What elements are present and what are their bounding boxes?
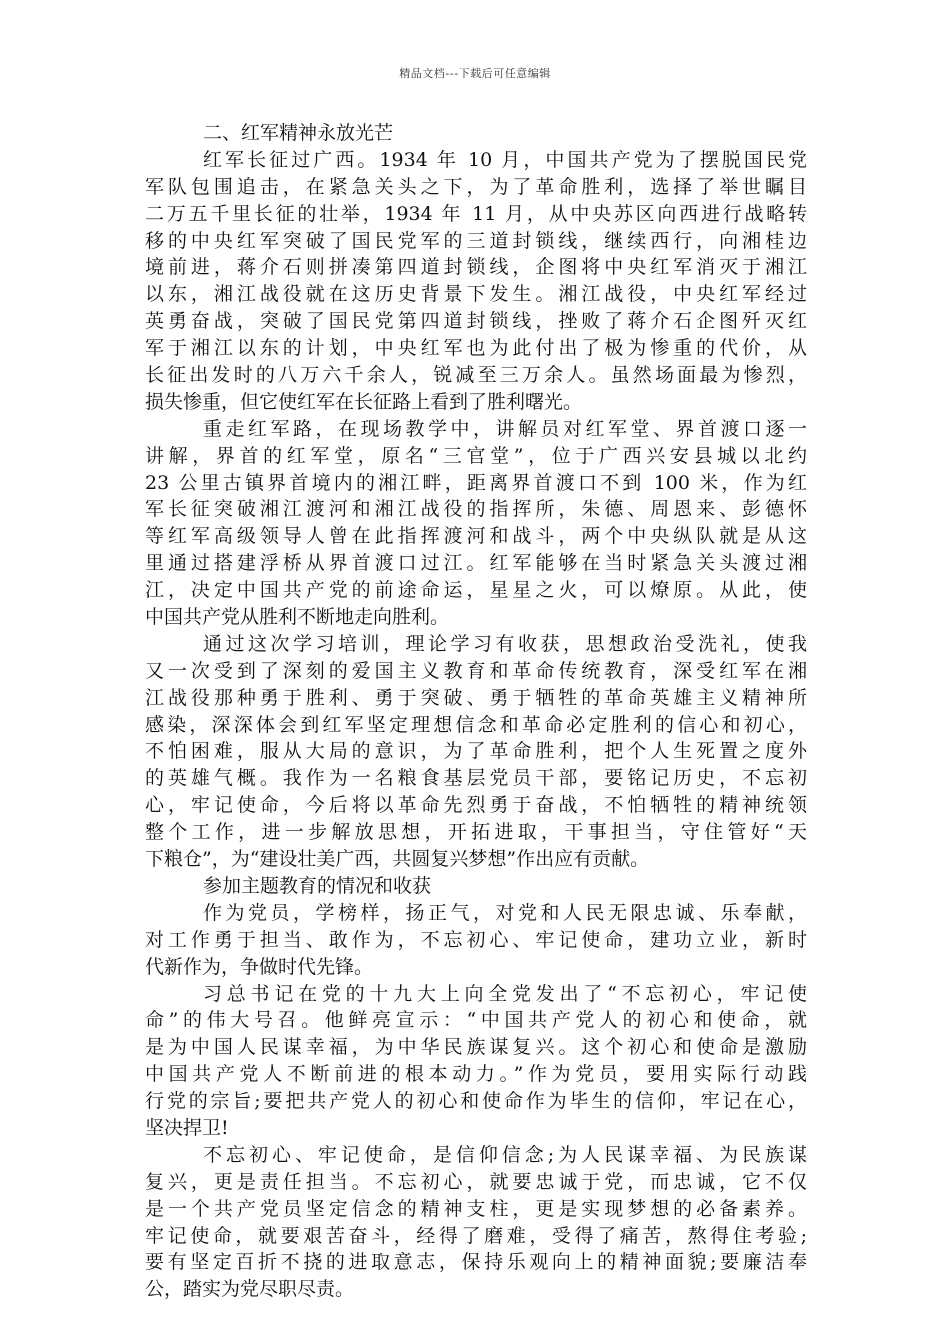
paragraph: [145, 900, 807, 981]
paragraph-line: 移的中央红军突破了国民党军的三道封锁线，继续西行，向湘桂边: [145, 229, 807, 252]
section-heading: [145, 120, 807, 147]
paragraph-line: 整个工作，进一步解放思想，开拓进取，干事担当，守住管好“天: [145, 821, 807, 844]
paragraph-line: 军长征突破湘江渡河和湘江战役的指挥所，朱德、周恩来、彭德怀: [145, 498, 807, 521]
paragraph-line: 中国共产党人不断前进的根本动力。”作为党员，要用实际行动践: [145, 1063, 807, 1086]
paragraph-line: 心，牢记使命，今后将以革命先烈勇于奋战，不怕牺牲的精神统领: [145, 794, 807, 817]
paragraph-line: 江战役那种勇于胜利、勇于突破、勇于牺牲的革命英雄主义精神所: [145, 686, 807, 709]
paragraph-line: 命”的伟大号召。他鲜亮宣示：“中国共产党人的初心和使命，就: [145, 1009, 807, 1032]
paragraph-line: 公，踏实为党尽职尽责。: [145, 1278, 355, 1301]
paragraph: [145, 631, 807, 873]
paragraph-line: 代新作为，争做时代先锋。: [145, 955, 374, 978]
paragraph-line: 里通过搭建浮桥从界首渡口过江。红军能够在当时紧急关头渡过湘: [145, 552, 807, 575]
paragraph-line: 是一个共产党员坚定信念的精神支柱，更是实现梦想的必备素养。: [145, 1197, 807, 1220]
paragraph-line: 中国共产党从胜利不断地走向胜利。: [145, 606, 450, 629]
paragraph-line: 不忘初心、牢记使命，是信仰信念;为人民谋幸福、为民族谋: [203, 1143, 807, 1166]
paragraph-line: 的英雄气概。我作为一名粮食基层党员干部，要铭记历史，不忘初: [145, 767, 807, 790]
paragraph-line: 作为党员，学榜样，扬正气，对党和人民无限忠诚、乐奉献，: [203, 901, 807, 924]
paragraph-line: 23 公里古镇界首境内的湘江畔，距离界首渡口不到 100 米，作为红: [145, 471, 807, 494]
paragraph-line: 损失惨重，但它使红军在长征路上看到了胜利曙光。: [145, 390, 583, 413]
paragraph: [145, 981, 807, 1142]
paragraph-line: 下粮仓”，为“建设壮美广西，共圆复兴梦想”作出应有贡献。: [145, 848, 650, 871]
paragraph-line: 江，决定中国共产党的前途命运，星星之火，可以燎原。从此，使: [145, 579, 807, 602]
paragraph-line: 军队包围追击，在紧急关头之下，为了革命胜利，选择了举世瞩目: [145, 175, 807, 198]
paragraph-line: 对工作勇于担当、敢作为，不忘初心、牢记使命，建功立业，新时: [145, 928, 807, 951]
paragraph-line: 是为中国人民谋幸福，为中华民族谋复兴。这个初心和使命是激励: [145, 1036, 807, 1059]
document-body: [145, 120, 807, 1303]
paragraph-line: 境前进，蒋介石则拼凑第四道封锁线，企图将中央红军消灭于湘江: [145, 256, 807, 279]
paragraph-line: 英勇奋战，突破了国民党第四道封锁线，挫败了蒋介石企图歼灭红: [145, 310, 807, 333]
paragraph-line: 军于湘江以东的计划，中央红军也为此付出了极为惨重的代价，从: [145, 337, 807, 360]
paragraph-line: 坚决捍卫!: [145, 1116, 229, 1139]
paragraph-line: 不怕困难，服从大局的意识，为了革命胜利，把个人生死置之度外: [145, 740, 807, 763]
paragraph-line: 行党的宗旨;要把共产党人的初心和使命作为毕生的信仰，牢记在心，: [145, 1090, 807, 1113]
paragraph: [145, 416, 807, 631]
heading-text: 参加主题教育的情况和收获: [203, 874, 432, 897]
paragraph-line: 二万五千里长征的壮举，1934 年 11 月，从中央苏区向西进行战略转: [145, 202, 807, 225]
paragraph-line: 复兴，更是责任担当。不忘初心，就要忠诚于党，而忠诚，它不仅: [145, 1170, 807, 1193]
paragraph-line: 长征出发时的八万六千余人，锐减至三万余人。虽然场面最为惨烈，: [145, 364, 807, 387]
heading-text: 二、红军精神永放光芒: [203, 122, 394, 144]
paragraph-line: 通过这次学习培训，理论学习有收获，思想政治受洗礼，使我: [203, 632, 807, 655]
paragraph-line: 讲解，界首的红军堂，原名“三官堂”，位于广西兴安县城以北约: [145, 444, 807, 467]
paragraph-line: 要有坚定百折不挠的进取意志，保持乐观向上的精神面貌;要廉洁奉: [145, 1251, 807, 1274]
paragraph-line: 感染，深深体会到红军坚定理想信念和革命必定胜利的信心和初心，: [145, 713, 807, 736]
paragraph: [145, 147, 807, 416]
paragraph-line: 红军长征过广西。1934 年 10 月，中国共产党为了摆脱国民党: [203, 148, 807, 171]
paragraph-line: 重走红军路，在现场教学中，讲解员对红军堂、界首渡口逐一: [203, 417, 807, 440]
page-header: 精品文档---下载后可任意编辑: [399, 67, 551, 80]
paragraph-line: 等红军高级领导人曾在此指挥渡河和战斗，两个中央纵队就是从这: [145, 525, 807, 548]
paragraph-line: 习总书记在党的十九大上向全党发出了“不忘初心，牢记使: [203, 982, 807, 1005]
paragraph-line: 以东，湘江战役就在这历史背景下发生。湘江战役，中央红军经过: [145, 283, 807, 306]
paragraph-line: 又一次受到了深刻的爱国主义教育和革命传统教育，深受红军在湘: [145, 659, 807, 682]
paragraph: [145, 1142, 807, 1303]
section-heading: [145, 873, 807, 900]
paragraph-line: 牢记使命，就要艰苦奋斗，经得了磨难，受得了痛苦，熬得住考验;: [145, 1224, 807, 1247]
